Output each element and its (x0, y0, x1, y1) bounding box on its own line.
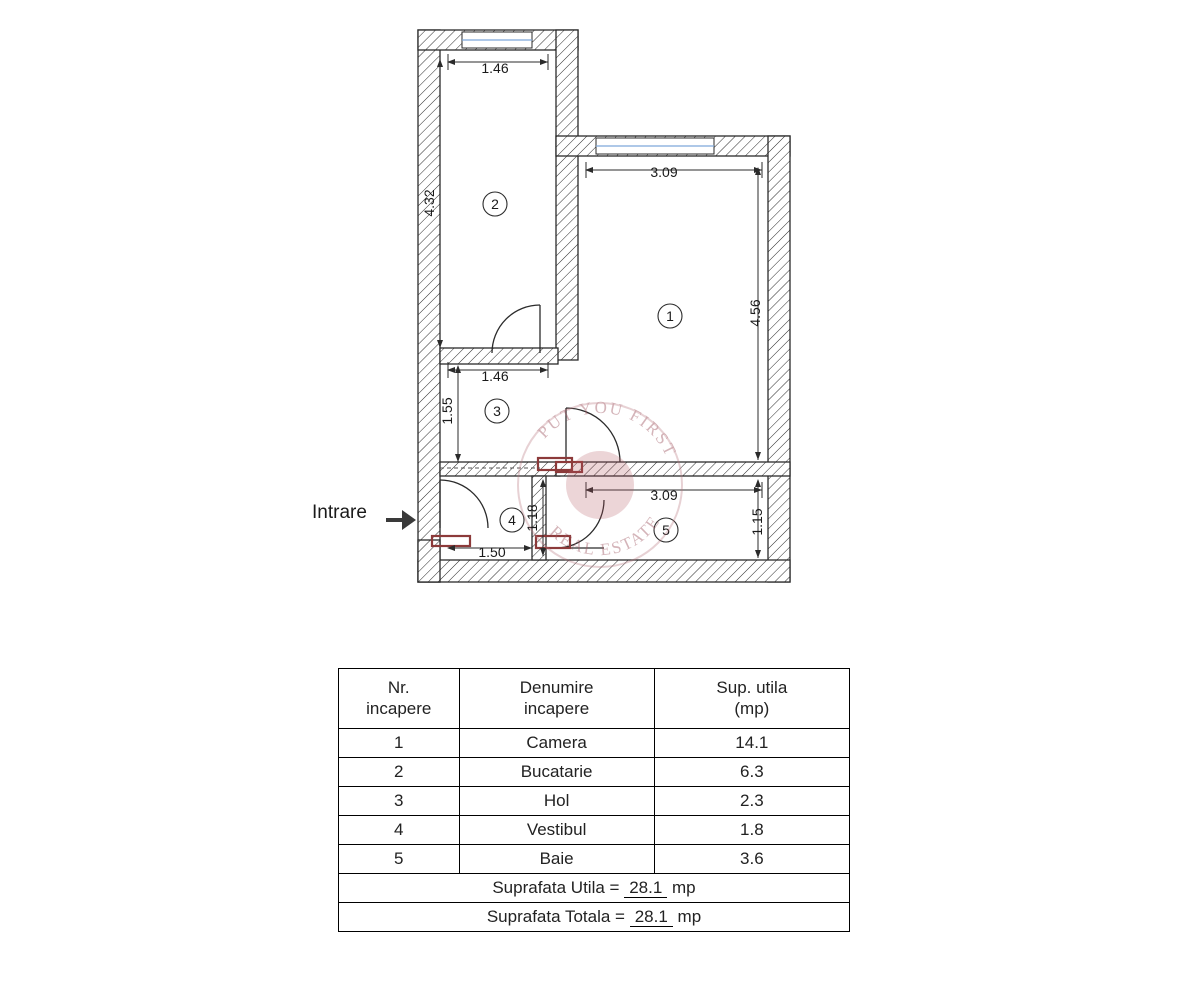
total-utila-unit: mp (672, 877, 696, 897)
cell-area: 1.8 (654, 815, 849, 844)
cell-nr: 3 (339, 786, 460, 815)
dimension-text: 4.56 (747, 299, 763, 327)
cell-name: Bucatarie (459, 757, 654, 786)
dimension-text: 1.50 (478, 544, 506, 560)
header-cell-name (459, 669, 654, 729)
dimension-text: 4.32 (421, 189, 437, 217)
entrance-label: Intrare (312, 502, 367, 523)
room-marker-2: 2 (491, 196, 499, 212)
cell-nr: 4 (339, 815, 460, 844)
total-utila-label: Suprafata Utila = (492, 877, 620, 897)
watermark-top-text: PUT YOU FIRST (533, 397, 681, 461)
room-marker-1: 1 (666, 308, 674, 324)
header-cell-nr (339, 669, 460, 729)
table-header-row (339, 669, 850, 729)
entrance-arrow-icon (386, 510, 416, 530)
dimension-text: 3.09 (650, 164, 678, 180)
total-totala-label: Suprafata Totala = (486, 906, 625, 926)
dimension-text: 1.55 (439, 397, 455, 425)
header-nr-line2: incapere (366, 699, 432, 719)
room-marker-4: 4 (508, 512, 516, 528)
dimension-text: 1.15 (749, 508, 765, 536)
table-row (339, 815, 850, 844)
total-row-utila (339, 873, 850, 902)
header-nr-line1: Nr. (387, 678, 410, 697)
dimension-text: 3.09 (650, 487, 678, 503)
total-row-totala (339, 902, 850, 931)
cell-nr: 1 (339, 728, 460, 757)
dimension-text: 1.18 (524, 504, 540, 532)
dimension-labels (421, 60, 765, 560)
room-marker-5: 5 (662, 522, 670, 538)
header-area-line1: Sup. utila (716, 678, 788, 697)
header-name-line1: Denumire (519, 678, 594, 697)
dimension-text: 1.46 (481, 60, 509, 76)
table-header (339, 669, 850, 729)
total-utila-cell (339, 873, 850, 902)
header-name-line2: incapere (523, 699, 590, 719)
table-row (339, 757, 850, 786)
cell-name: Hol (459, 786, 654, 815)
total-utila-value: 28.1 (624, 878, 667, 898)
walls (418, 30, 790, 582)
cell-name: Camera (459, 728, 654, 757)
total-totala-cell (339, 902, 850, 931)
header-cell-area (654, 669, 849, 729)
cell-area: 14.1 (654, 728, 849, 757)
cell-area: 6.3 (654, 757, 849, 786)
table-row (339, 844, 850, 873)
watermark-bottom-text: REAL ESTATE (546, 511, 665, 560)
total-totala-value: 28.1 (630, 907, 673, 927)
cell-name: Vestibul (459, 815, 654, 844)
cell-area: 2.3 (654, 786, 849, 815)
room-schedule (338, 668, 850, 932)
header-area-line2: (mp) (734, 699, 770, 719)
table-body (339, 728, 850, 931)
room-marker-3: 3 (493, 403, 501, 419)
cell-nr: 2 (339, 757, 460, 786)
dimension-lines (440, 54, 762, 558)
room-table (338, 668, 850, 932)
cell-area: 3.6 (654, 844, 849, 873)
table-row (339, 786, 850, 815)
table-row (339, 728, 850, 757)
total-totala-unit: mp (677, 906, 702, 926)
cell-name: Baie (459, 844, 654, 873)
cell-nr: 5 (339, 844, 460, 873)
dimension-text: 1.46 (481, 368, 509, 384)
